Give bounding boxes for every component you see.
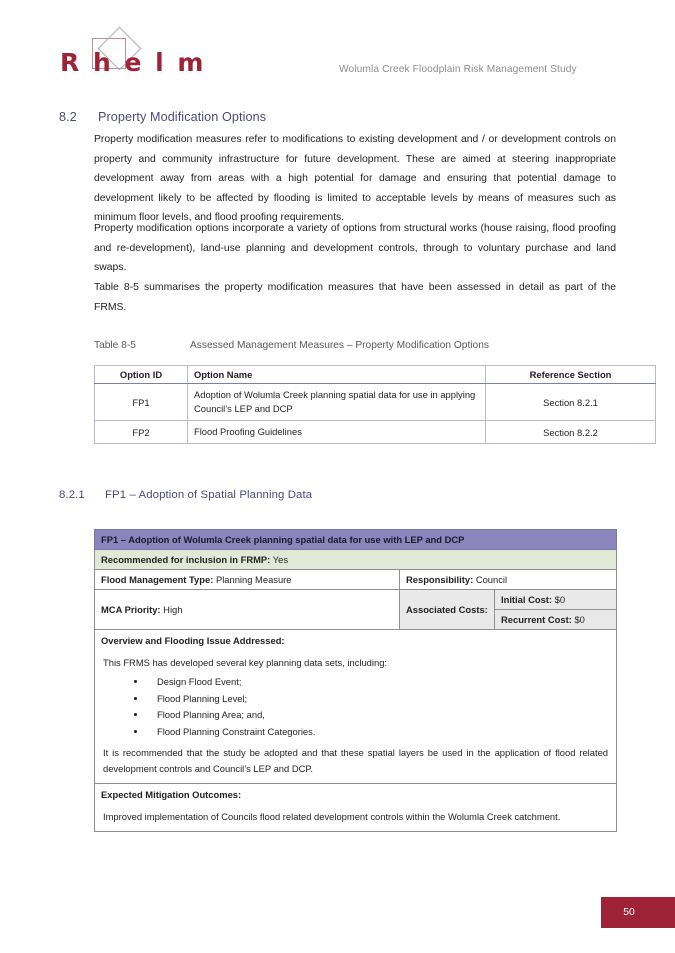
fp1-overview-body-row: [95, 649, 617, 784]
fp1-recommended-cell: [95, 550, 617, 570]
fp1-initial-cost-value: $0: [554, 594, 566, 605]
page-header: [0, 0, 675, 100]
subsection-title: FP1 – Adoption of Spatial Planning Data: [105, 489, 313, 501]
table-8-5: [94, 365, 656, 444]
fp1-overview-bullet-list: [101, 674, 610, 740]
table-row: [95, 384, 656, 421]
list-item: • Design Flood Event;: [147, 674, 610, 691]
fp1-title-row: [95, 530, 617, 550]
logo-wordmark: R h e l m: [60, 48, 206, 77]
cell-option-id: FP2: [95, 421, 188, 444]
cell-option-name: Flood Proofing Guidelines: [188, 421, 486, 444]
fp1-option-table: [94, 529, 617, 832]
fp1-recurrent-cost-cell: [495, 610, 617, 630]
column-header-option-id: Option ID: [95, 366, 188, 384]
fp1-flood-management-type-cell: [95, 570, 400, 590]
fp1-overview-heading: Overview and Flooding Issue Addressed:: [95, 630, 617, 650]
fp1-recurrent-cost-value: $0: [574, 614, 585, 625]
table-8-5-caption: [94, 340, 489, 351]
fp1-flood-management-type-label: Flood Management Type:: [101, 574, 214, 585]
section-number: 8.2: [59, 110, 77, 124]
subsection-heading-8-2-1: [59, 489, 619, 501]
cell-reference-section: Section 8.2.2: [486, 421, 656, 444]
paragraph-3: Table 8-5 summarises the property modification measures that have been assessed in detail as part of the FRMS.: [94, 282, 616, 313]
fp1-initial-cost-cell: [495, 590, 617, 610]
page-number: 50: [623, 907, 635, 918]
fp1-flood-management-type-value: Planning Measure: [215, 574, 292, 585]
subsection-number: 8.2.1: [59, 489, 85, 501]
fp1-outcomes-heading: Expected Mitigation Outcomes:: [95, 784, 617, 804]
table-8-5-body: [95, 384, 656, 444]
fp1-recommended-row: [95, 550, 617, 570]
fp1-outcomes-body: [95, 803, 617, 832]
fp1-overview-closing: It is recommended that the study be adopted and that these spatial layers be used in the application of flood related development controls and Council’s LEP and DCP.: [103, 747, 609, 774]
list-item: • Flood Planning Area; and,: [147, 707, 610, 724]
fp1-table-body: [95, 530, 617, 832]
paragraph-1: Property modification measures refer to modifications to existing development and / or development controls on property and community infrastructure for future development. These are aimed at steering inappropriate development away from areas with a high potential for damage and ensuring that potential damage to development likely to be affected by flooding is limited to acceptable levels by means of measures such as minimum floor levels, and flood proofing requirements.: [94, 134, 616, 223]
column-header-reference-section: Reference Section: [486, 366, 656, 384]
fp1-initial-cost-label: Initial Cost:: [501, 594, 553, 605]
cell-option-name: Adoption of Wolumla Creek planning spatial data for use in applying Council’s LEP and DCP: [188, 384, 486, 421]
table-8-5-head: [95, 366, 656, 384]
fp1-responsibility-value: Council: [475, 574, 508, 585]
table-header-row: [95, 366, 656, 384]
fp1-outcomes-heading-row: [95, 784, 617, 804]
fp1-mca-priority-label: MCA Priority:: [101, 604, 161, 615]
fp1-overview-intro: This FRMS has developed several key planning data sets, including:: [103, 657, 388, 668]
list-item: • Flood Planning Constraint Categories.: [147, 724, 610, 741]
fp1-recommended-label: Recommended for inclusion in FRMP:: [101, 554, 271, 565]
section-heading-8-2: [59, 110, 619, 124]
section-title: Property Modification Options: [98, 110, 267, 124]
list-item: • Flood Planning Level;: [147, 691, 610, 708]
cell-reference-section: Section 8.2.1: [486, 384, 656, 421]
fp1-responsibility-label: Responsibility:: [406, 574, 474, 585]
table-caption-label: Table 8-5: [94, 340, 136, 351]
fp1-recommended-value: Yes: [272, 554, 289, 565]
fp1-priority-initialcost-row: [95, 590, 617, 610]
fp1-title: FP1 – Adoption of Wolumla Creek planning spatial data for use with LEP and DCP: [95, 530, 617, 550]
fp1-type-responsibility-row: [95, 570, 617, 590]
rhelm-logo: [60, 30, 206, 82]
fp1-recurrent-cost-label: Recurrent Cost:: [501, 614, 572, 625]
fp1-overview-body: [95, 649, 617, 784]
footer-page-number-box: [601, 897, 675, 928]
fp1-responsibility-cell: [400, 570, 617, 590]
column-header-option-name: Option Name: [188, 366, 486, 384]
cell-option-id: FP1: [95, 384, 188, 421]
paragraph-2: Property modification options incorporate a variety of options from structural works (house raising, flood proofing and re-development), land-use planning and development controls, through to voluntary purchase and land swaps.: [94, 223, 616, 273]
fp1-outcomes-body-row: [95, 803, 617, 832]
fp1-outcomes-text: Improved implementation of Councils flood related development controls within the Wolumla Creek catchment.: [103, 811, 561, 822]
fp1-mca-priority-value: High: [163, 604, 183, 615]
fp1-associated-costs-label: Associated Costs:: [400, 590, 495, 630]
fp1-mca-priority-cell: [95, 590, 400, 630]
table-row: [95, 421, 656, 444]
header-document-title: Wolumla Creek Floodplain Risk Management Study: [339, 64, 577, 75]
table-caption-text: Assessed Management Measures – Property Modification Options: [190, 340, 489, 351]
fp1-overview-heading-row: [95, 630, 617, 650]
